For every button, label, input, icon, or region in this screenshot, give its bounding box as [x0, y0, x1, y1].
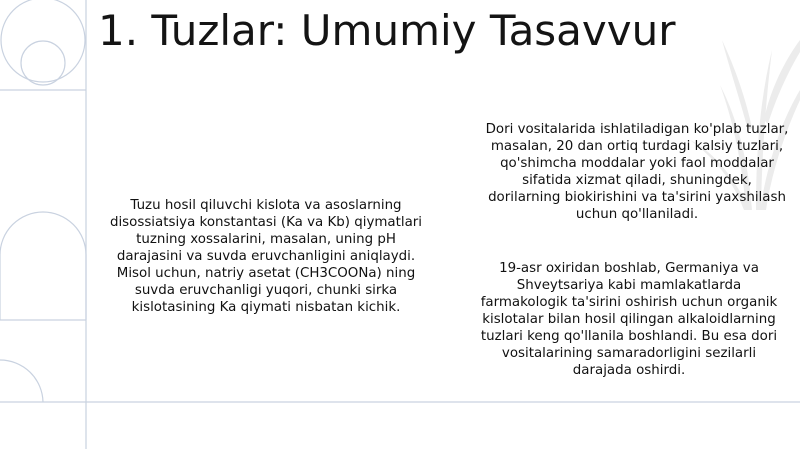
slide-title: 1. Tuzlar: Umumiy Tasavvur: [98, 6, 676, 55]
left-paragraph: Tuzu hosil qiluvchi kislota va asoslarning disossiatsiya konstantasi (Ka va Kb) qiymatlari tuzning xossalarini, masalan, uning pH darajasini va suvda eruvchanligini aniqlaydi. Misol uchun, natriy asetat (CH3COONa) ning suvda eruvchanligi yuqori, chunki sirka kislotasining Ka qiymati nisbatan kichik.: [109, 198, 423, 315]
right-paragraph-2: 19-asr oxiridan boshlab, Germaniya va Shveytsariya kabi mamlakatlarda farmakologik ta'sirini oshirish uchun organik kislotalar bilan hosil qilingan alkaloidlarning tuzlari keng qo'llanila boshlandi. Bu esa dori vositalarining samaradorligini sezilarli darajada oshirdi.: [480, 261, 778, 378]
deco-circle-small: [21, 41, 65, 85]
right-paragraph-1: Dori vositalarida ishlatiladigan ko'plab tuzlar, masalan, 20 dan ortiq turdagi kalsiy tuzlari, qo'shimcha moddalar yoki faol moddalar sifatida xizmat qiladi, shuningdek, dorilarning biokirishini va ta'sirini yaxshilash uchun qo'llaniladi.: [485, 122, 789, 222]
deco-arch: [0, 212, 86, 320]
